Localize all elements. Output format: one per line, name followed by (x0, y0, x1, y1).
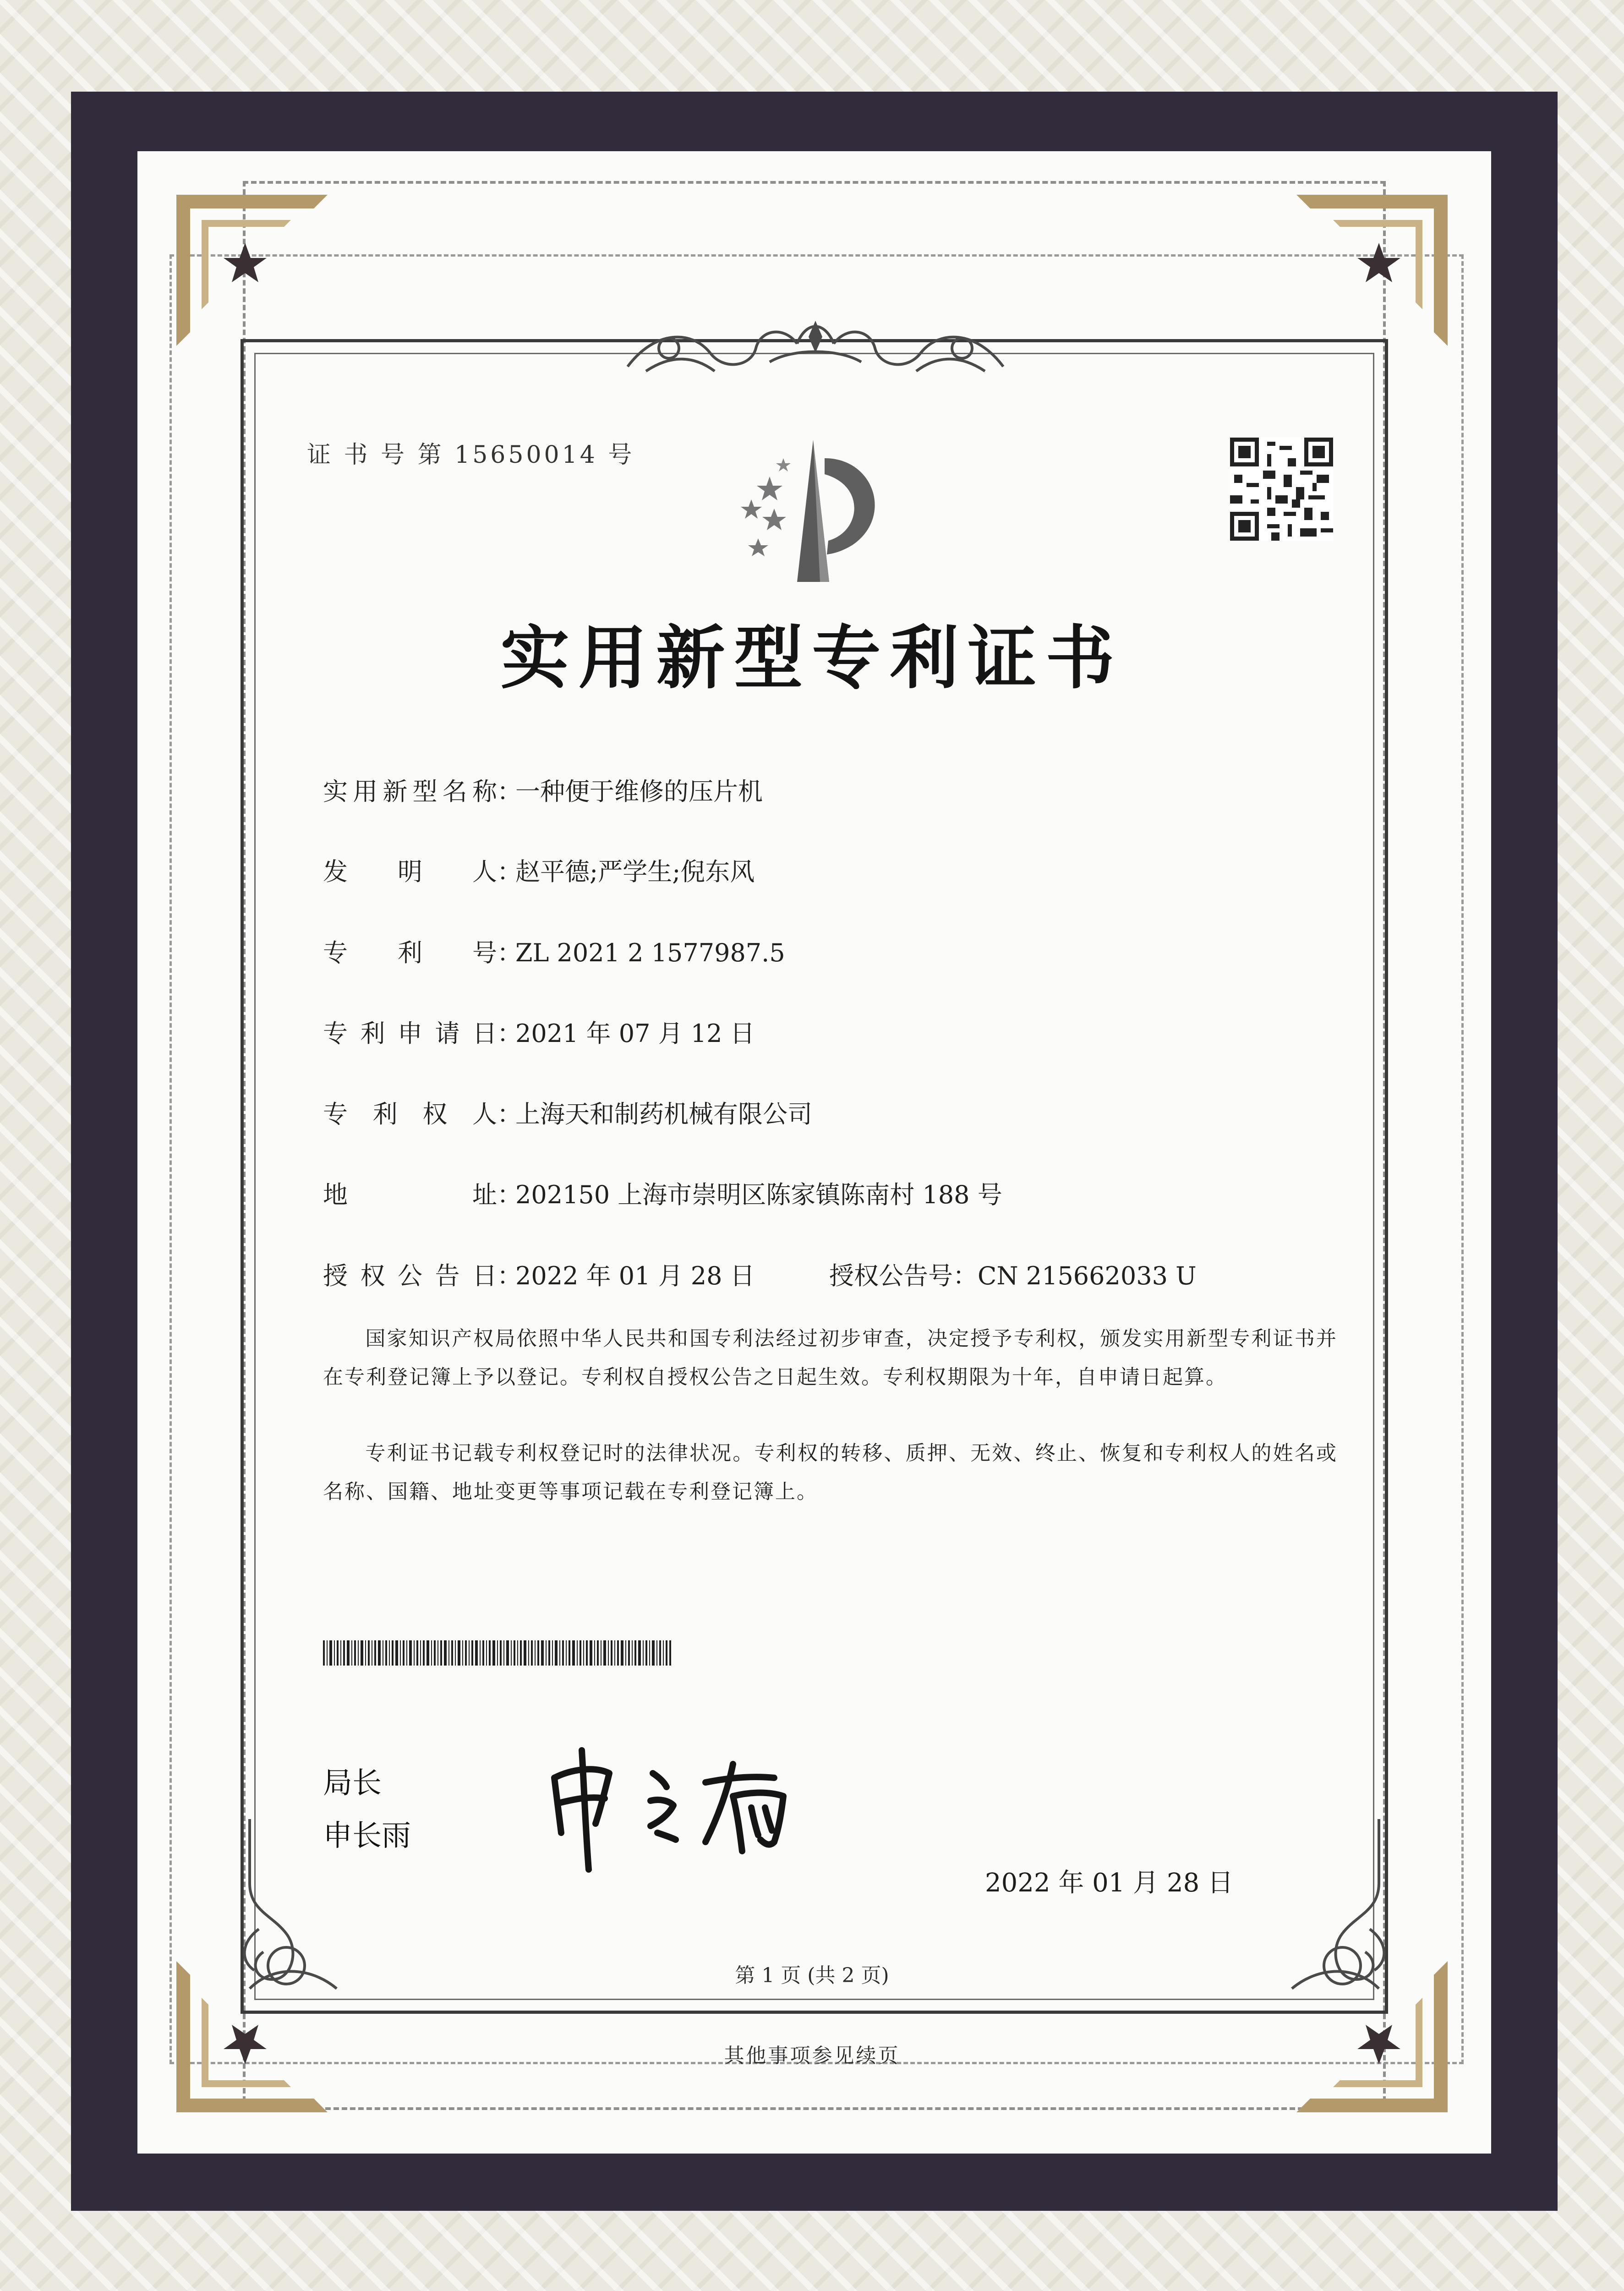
field-label: 地址 (323, 1180, 497, 1209)
director-title: 局长 (323, 1766, 382, 1800)
field-utility-model-name: 实用新型名称：一种便于维修的压片机 (323, 772, 763, 807)
field-patent-number: 专利号：ZL 2021 2 1577987.5 (323, 933, 785, 969)
footer-note: 其他事项参见续页 (724, 2044, 900, 2067)
field-label: 专利权人 (323, 1100, 497, 1129)
field-label: 发明人 (323, 857, 497, 886)
field-value: 2022 年 01 月 28 日 (515, 1261, 755, 1290)
gold-corner-top-right-icon (1296, 195, 1448, 346)
field-label: 授权公告日 (323, 1261, 497, 1290)
qr-code-icon (1230, 438, 1333, 541)
director-name: 申长雨 (323, 1819, 411, 1853)
field-value: 2021 年 07 月 12 日 (515, 1019, 755, 1048)
grant-statement-paragraph: 国家知识产权局依照中华人民共和国专利法经过初步审查，决定授予专利权，颁发实用新型专利证书并在专利登记簿上予以登记。专利权自授权公告之日起生效。专利权期限为十年，自申请日起算。 (323, 1327, 1338, 1389)
field-value: 赵平德;严学生;倪东风 (515, 857, 755, 886)
issue-date: 2022 年 01 月 28 日 (985, 1868, 1234, 1898)
field-value: 一种便于维修的压片机 (515, 777, 763, 806)
field-value: 202150 上海市崇明区陈家镇陈南村 188 号 (515, 1180, 1002, 1209)
field-address: 地址：202150 上海市崇明区陈家镇陈南村 188 号 (323, 1175, 1002, 1211)
field-patentee: 专利权人：上海天和制药机械有限公司 (323, 1095, 812, 1130)
field-label: 授权公告号 (829, 1261, 953, 1290)
handwritten-signature-icon (536, 1723, 834, 1879)
field-value: 上海天和制药机械有限公司 (515, 1100, 812, 1129)
patent-office-emblem-icon (715, 431, 921, 596)
gold-corner-top-left-icon (176, 195, 328, 346)
field-inventors: 发明人：赵平德;严学生;倪东风 (323, 852, 755, 888)
field-label: 专利申请日 (323, 1019, 497, 1048)
barcode-icon (323, 1640, 671, 1666)
top-scroll-ornament-icon (618, 302, 1012, 380)
field-application-date: 专利申请日：2021 年 07 月 12 日 (323, 1014, 755, 1049)
certificate-title: 实用新型专利证书 (500, 618, 1124, 698)
field-value: ZL 2021 2 1577987.5 (515, 938, 785, 967)
page-number: 第 1 页 (共 2 页) (735, 1964, 889, 1987)
field-value: CN 215662033 U (978, 1261, 1197, 1290)
field-announcement-number: 授权公告号：CN 215662033 U (829, 1261, 1197, 1290)
field-announcement-date: 授权公告日：2022 年 01 月 28 日 (323, 1256, 755, 1292)
certificate-number: 证 书 号 第 15650014 号 (307, 441, 635, 469)
field-label: 实用新型名称 (323, 777, 497, 806)
legal-status-paragraph: 专利证书记载专利权登记时的法律状况。专利权的转移、质押、无效、终止、恢复和专利权人的姓名或名称、国籍、地址变更等事项记载在专利登记簿上。 (323, 1441, 1338, 1503)
field-label: 专利号 (323, 938, 497, 967)
